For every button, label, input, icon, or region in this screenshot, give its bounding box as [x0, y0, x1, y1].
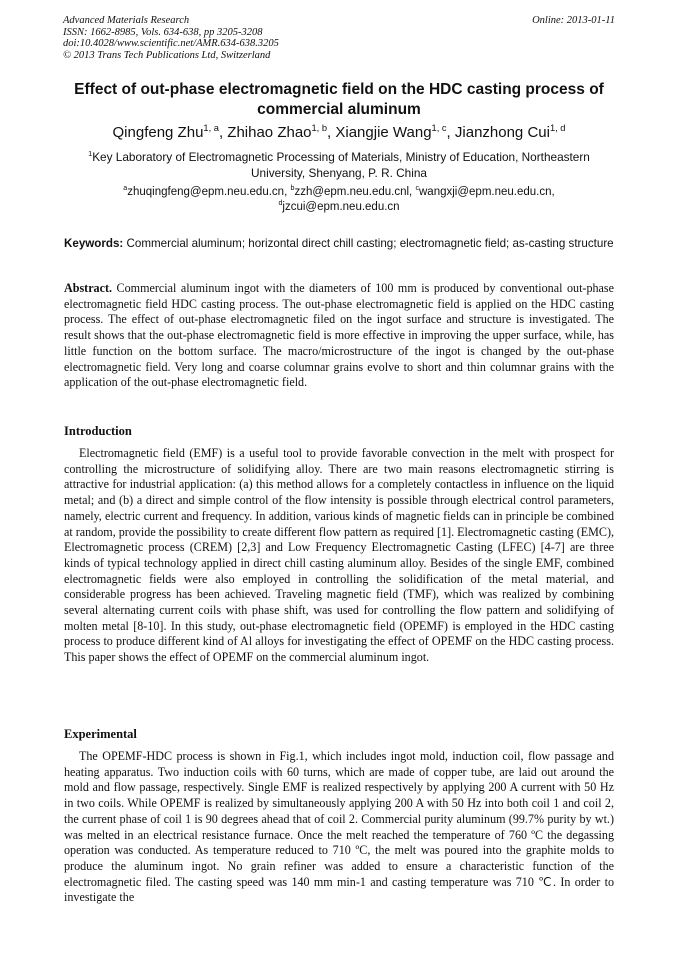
affiliation-line-2: University, Shenyang, P. R. China — [251, 165, 427, 180]
keywords — [64, 236, 614, 252]
journal-name: Advanced Materials Research — [63, 15, 190, 26]
author-name: Zhihao Zhao — [227, 124, 312, 141]
email-a: zhuqingfeng@epm.neu.edu.cn — [127, 186, 285, 198]
author-name: Qingfeng Zhu — [112, 124, 204, 141]
email-d: jzcui@epm.neu.edu.cn — [282, 201, 400, 213]
author-affiliation-mark: 1, d — [549, 123, 566, 133]
journal-copyright: © 2013 Trans Tech Publications Ltd, Switzerland — [63, 49, 271, 61]
abstract-text: Commercial aluminum ingot with the diameters of 100 mm is produced by conventional out-phase electromagnetic field HDC casting process. The out-phase electromagnetic field is applied on the HDC casting process. The effect of out-phase electromagnetic filed on the ingot surface and structure is investigated. The result shows that the out-phase electromagnetic field is more effective in improving the upper surface, while, has little function on the bottom surface. The macro/microstructure of the ingot is changed by the out-phase electromagnetic field. Very long and coarse columnar grains evolve to short and thin columnar grains with the application of the out-phase electromagnetic field. — [64, 281, 614, 390]
experimental-heading: Experimental — [64, 727, 137, 741]
title-line-2: commercial aluminum — [257, 101, 421, 118]
introduction-body: Electromagnetic field (EMF) is a useful tool to provide favorable convection in the melt with prospect for controlling the microstructure of solidifying alloy. There are two main reasons electromagnetic stirring is attractive for industrial application: (a) this method allows for a completely contactless in influence on the liquid metal; and (b) a direct and simple control of the flow intensity is possible through electrical control parameters, namely, electric current and frequency. In addition, various kinds of magnetic fields can in principle be combined at random, provide the possibility to create different flow pattern as required [1]. Electromagnetic casting (EMC), Electromagnetic process (CREM) [2,3] and Low Frequency Electromagnetic Casting (LFEC) [4-7] are three kinds of typical technology applied in direct chill casting aluminum alloy. Besides of the single EMF, combined electromagnetic fields were also employed in controlling the solidification of the metal material, and considerable progress has been achieved. Traveling magnetic field (TMF), which was realized by combining several alternating current coils with phase shift, was used for controlling the flow pattern and solidifying of molten metal [8-10]. In this study, out-phase electromagnetic field (OPEMF) is employed in the HDC casting process to produce different kind of Al alloys for investigating the effect of OPEMF on the HDC casting process. This paper shows the effect of OPEMF on the commercial aluminum ingot. — [64, 446, 614, 665]
abstract — [64, 281, 614, 391]
experimental-body: The OPEMF-HDC process is shown in Fig.1, which includes ingot mold, induction coil, flow passage and heating apparatus. Two induction coils with 60 turns, which are made of copper tube, are laid out around the mold and flow passage, respectively. Single EMF is realized respectively by applying 200 A current with 50 Hz in two coils. While OPEMF is realized by simultaneously applying 200 A with 50 Hz into both coil 1 and coil 2, the current phase of coil 1 is 90 degrees ahead that of coil 2. Commercial purity aluminum (99.7% purity by wt.) was melted in an electrical resistance furnace. Once the melt reached the temperature of 760 ºC the degassing operation was conducted. As temperature reduced to 710 ºC, the melt was poured into the graphite molds to produce the aluminum ingot. No grain refiner was added to ensure a characteristic function of the electromagnetic filed. The casting speed was 140 mm min-1 and casting temperature was 710 ℃. In order to investigate the — [64, 749, 614, 905]
keywords-text: Commercial aluminum; horizontal direct chill casting; electromagnetic field; as-casting structure — [123, 237, 614, 250]
title-line-1: Effect of out-phase electromagnetic field on the HDC casting process of — [74, 81, 604, 98]
journal-issn: ISSN: 1662-8985, Vols. 634-638, pp 3205-3208 — [63, 26, 263, 38]
keywords-label: Keywords: — [64, 237, 124, 250]
paper-title — [60, 80, 618, 120]
author-separator: , — [327, 124, 336, 141]
author-affiliation-mark: 1, a — [203, 123, 219, 133]
email-c: wangxji@epm.neu.edu.cn — [419, 186, 552, 198]
journal-doi: doi:10.4028/www.scientific.net/AMR.634-638.3205 — [63, 38, 279, 50]
affiliation-line-1: Key Laboratory of Electromagnetic Processing of Materials, Ministry of Education, Northeastern — [92, 150, 590, 164]
affiliation — [60, 150, 618, 181]
abstract-label: Abstract. — [64, 281, 113, 295]
email-b: zzh@epm.neu.edu.cnl — [294, 186, 410, 198]
author-name: Xiangjie Wang — [335, 124, 432, 141]
affiliation-mark: 1 — [88, 149, 93, 159]
journal-header — [63, 15, 615, 61]
introduction-heading: Introduction — [64, 424, 132, 438]
online-date: Online: 2013-01-11 — [532, 15, 615, 26]
author-name: Jianzhong Cui — [454, 124, 550, 141]
author-affiliation-mark: 1, b — [311, 123, 328, 133]
author-list — [60, 123, 618, 143]
author-separator: , — [218, 124, 228, 141]
author-emails: $^a$zhuqingfeng@epm.neu.edu.cn, $^b$zzh@epm.neu.edu.cnl, $^c$wangxji@epm.neu.edu.cn, $^d$jzcui@epm.neu.edu.cn — [123, 184, 555, 213]
author-separator: , — [446, 124, 455, 141]
author-affiliation-mark: 1, c — [431, 123, 447, 133]
